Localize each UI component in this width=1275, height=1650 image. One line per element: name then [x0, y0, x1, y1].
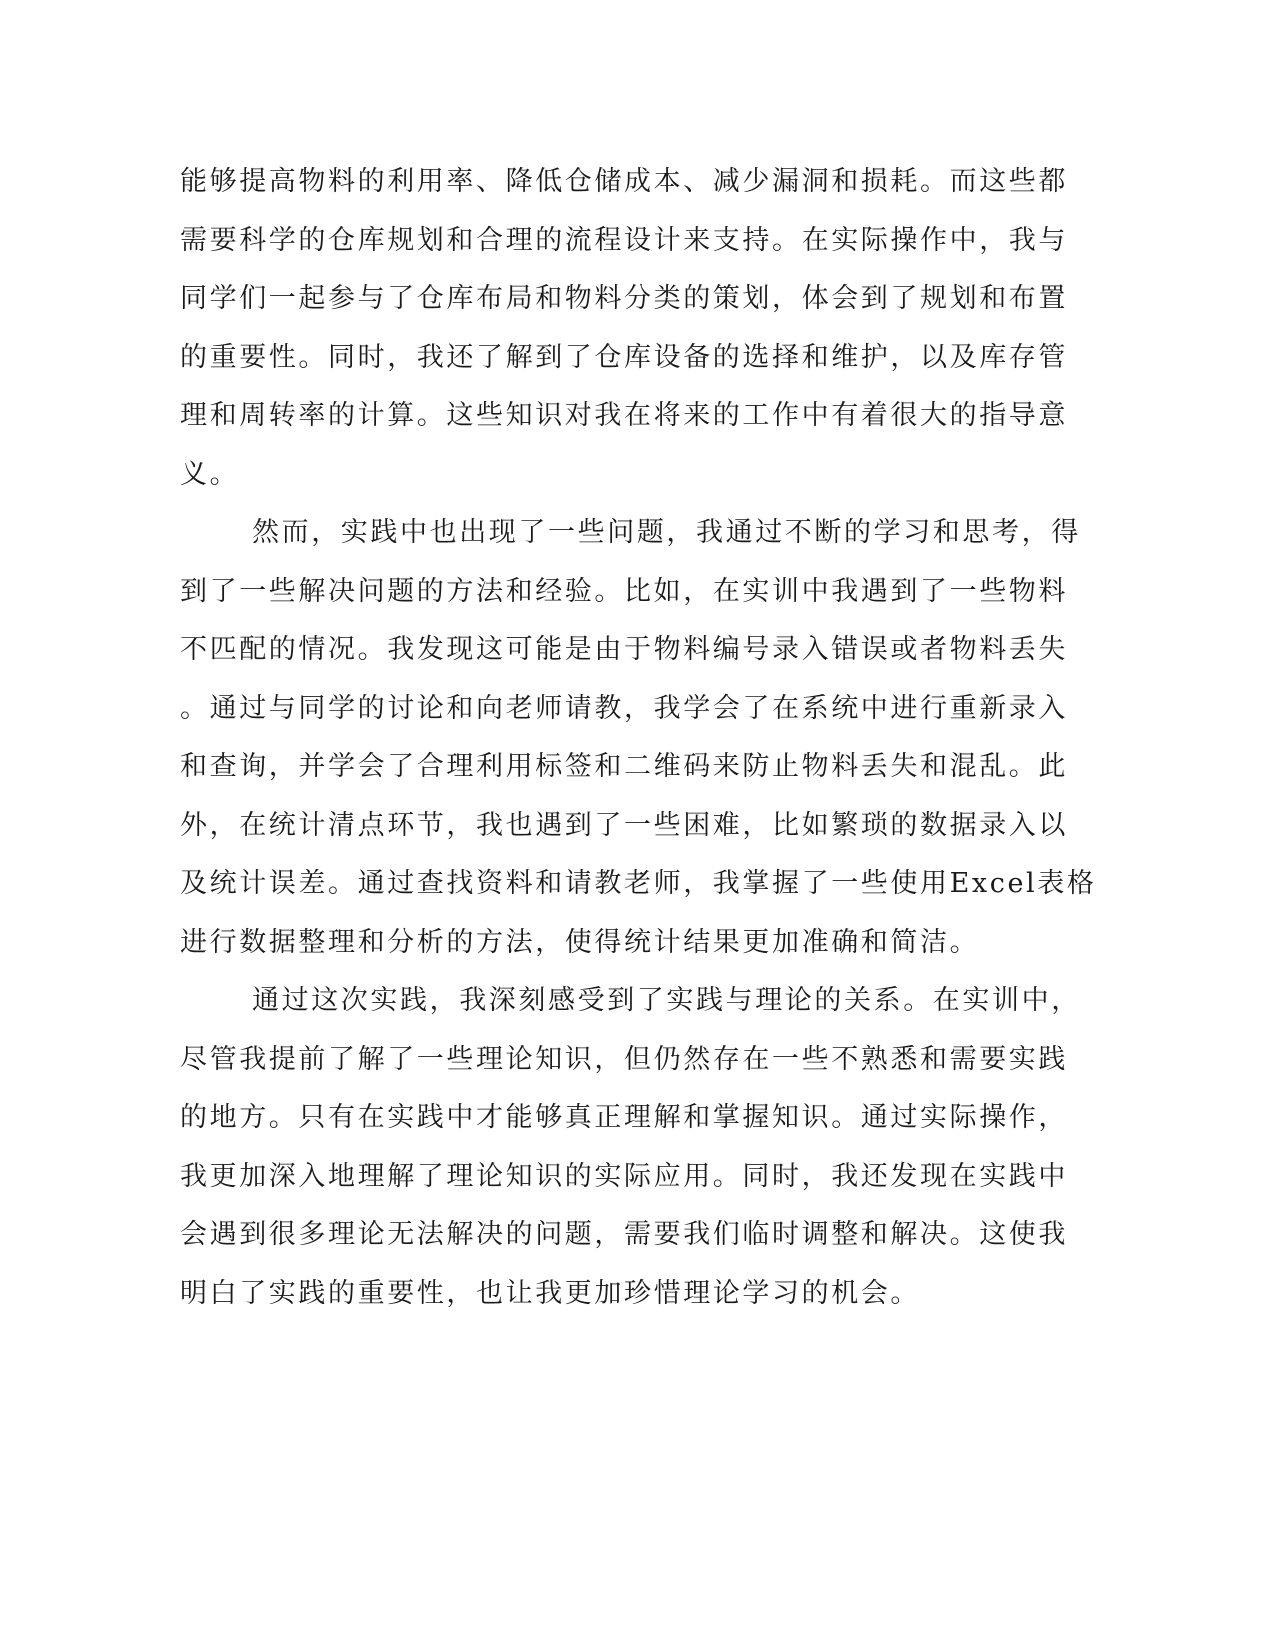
paragraph-line: 和查询，并学会了合理利用标签和二维码来防止物料丢失和混乱。此 [180, 751, 1068, 782]
paragraph-line: 义。 [180, 458, 240, 490]
paragraph-line: 不匹配的情况。我发现这可能是由于物料编号录入错误或者物料丢失 [180, 634, 1068, 665]
paragraph-line: 。通过与同学的讨论和向老师请教，我学会了在系统中进行重新录入 [180, 692, 1068, 724]
paragraph-line: 到了一些解决问题的方法和经验。比如，在实训中我遇到了一些物料 [180, 575, 1068, 607]
paragraph-line: 能够提高物料的利用率、降低仓储成本、减少漏洞和损耗。而这些都 [180, 166, 1068, 197]
paragraph-line: 进行数据整理和分析的方法，使得统计结果更加准确和简洁。 [180, 926, 980, 958]
paragraph-line: 同学们一起参与了仓库布局和物料分类的策划，体会到了规划和布置 [180, 283, 1068, 314]
body-text [180, 163, 1097, 1333]
paragraph-line: 尽管我提前了解了一些理论知识，但仍然存在一些不熟悉和需要实践 [180, 1043, 1068, 1075]
paragraph-line: 的地方。只有在实践中才能够真正理解和掌握知识。通过实际操作， [180, 1102, 1068, 1133]
paragraph-line: 理和周转率的计算。这些知识对我在将来的工作中有着很大的指导意 [180, 400, 1068, 431]
paragraph-first-line: 通过这次实践，我深刻感受到了实践与理论的关系。在实训中， [252, 985, 1081, 1016]
paragraph-line: 需要科学的仓库规划和合理的流程设计来支持。在实际操作中，我与 [180, 224, 1068, 256]
paragraph-line: 我更加深入地理解了理论知识的实际应用。同时，我还发现在实践中 [180, 1160, 1068, 1192]
paragraph-line: 外，在统计清点环节，我也遇到了一些困难，比如繁琐的数据录入以 [180, 809, 1068, 841]
paragraph-first-line: 然而，实践中也出现了一些问题，我通过不断的学习和思考，得 [252, 517, 1081, 548]
paragraph-line: 及统计误差。通过查找资料和请教老师，我掌握了一些使用Excel表格 [180, 868, 1097, 899]
paragraph-line: 明白了实践的重要性，也让我更加珍惜理论学习的机会。 [180, 1277, 920, 1309]
paragraph-line: 的重要性。同时，我还了解到了仓库设备的选择和维护，以及库存管 [180, 341, 1068, 373]
paragraph-line: 会遇到很多理论无法解决的问题，需要我们临时调整和解决。这使我 [180, 1219, 1068, 1250]
